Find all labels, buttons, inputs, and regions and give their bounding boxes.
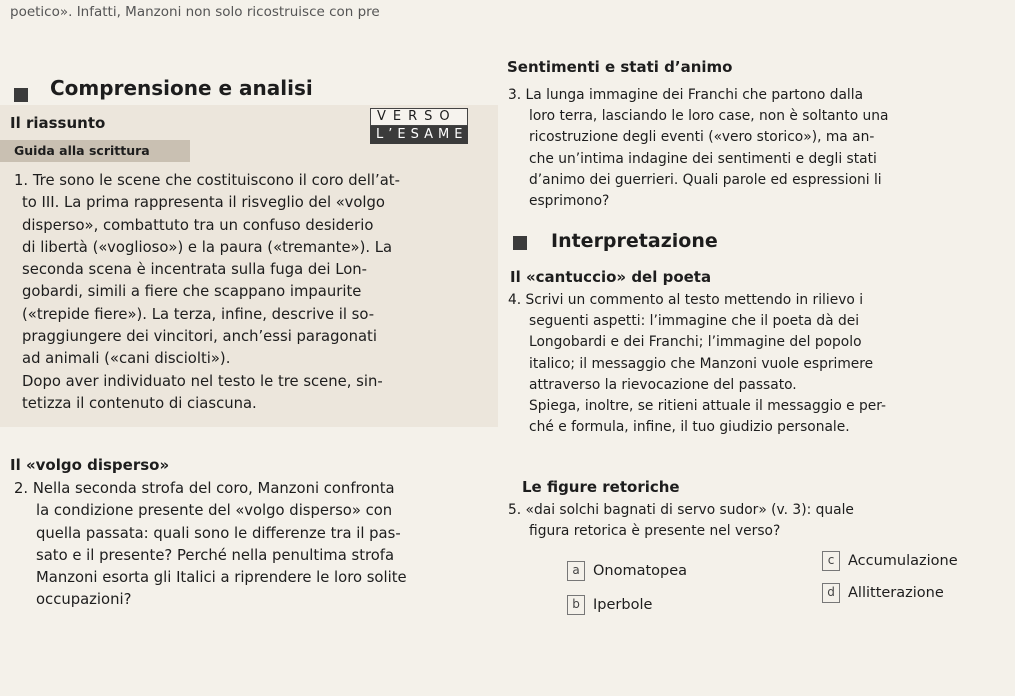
option-c-letter: c (822, 551, 840, 571)
option-a-letter: a (567, 561, 585, 581)
question-1-line: 1. Tre sono le scene che costituiscono il coro dell’at- (14, 172, 400, 189)
question-1-line: tetizza il contenuto di ciascuna. (22, 394, 257, 412)
question-3-line: esprimono? (529, 193, 610, 210)
option-a-label: Onomatopea (593, 563, 688, 579)
question-1-line: disperso», combattuto tra un confuso desiderio (22, 216, 374, 234)
question-4-line: Longobardi e dei Franchi; l’immagine del popolo (529, 334, 862, 351)
question-1-line: gobardi, simili a fiere che scappano impaurite (22, 283, 362, 301)
question-5-line: 5. «dai solchi bagnati di servo sudor» (v. 3): quale (508, 502, 854, 518)
question-1-line: to III. La prima rappresenta il risveglio del «volgo (22, 194, 385, 212)
option-a[interactable] (567, 561, 687, 581)
question-3-line: loro terra, lasciando le loro case, non è soltanto una (529, 108, 889, 125)
esame-tag: L’ESAME (370, 126, 468, 144)
question-2-line: sato e il presente? Perché nella penultima strofa (36, 546, 395, 564)
question-4-line: italico; il messaggio che Manzoni vuole esprimere (529, 355, 874, 372)
question-5-line: figura retorica è presente nel verso? (529, 523, 781, 540)
riassunto-heading: Il riassunto (10, 114, 106, 132)
question-2-line: Manzoni esorta gli Italici a riprendere le loro solite (36, 569, 407, 587)
question-1 (14, 170, 400, 415)
question-2-line: quella passata: quali sono le differenze tra il pas- (36, 524, 401, 542)
verso-tag: VERSO (370, 108, 468, 126)
top-text-line: poetico». Infatti, Manzoni non solo ricostruisce con pre (10, 4, 380, 20)
section-square-icon (513, 236, 527, 250)
option-b[interactable] (567, 595, 652, 615)
sentimenti-heading: Sentimenti e stati d’animo (507, 58, 733, 76)
question-2-line: la condizione presente del «volgo disperso» con (36, 502, 393, 520)
section-square-icon (14, 88, 28, 102)
option-c-label: Accumulazione (848, 553, 958, 569)
question-4 (508, 290, 886, 438)
option-b-letter: b (567, 595, 585, 615)
guida-scrittura-label: Guida alla scrittura (0, 140, 190, 162)
section-title-interpretazione: Interpretazione (551, 230, 718, 252)
verso-esame-tag (370, 108, 468, 144)
figure-retoriche-heading: Le figure retoriche (522, 478, 680, 496)
question-1-line: («trepide fiere»). La terza, infine, descrive il so- (22, 305, 375, 323)
question-3 (508, 85, 888, 212)
option-d-letter: d (822, 583, 840, 603)
question-4-line: seguenti aspetti: l’immagine che il poeta dà dei (529, 313, 860, 330)
question-3-line: che un’intima indagine dei sentimenti e degli stati (529, 150, 877, 167)
question-1-line: Dopo aver individuato nel testo le tre scene, sin- (22, 372, 383, 390)
question-4-line: 4. Scrivi un commento al testo mettendo in rilievo i (508, 292, 864, 308)
question-5 (508, 500, 854, 542)
question-1-line: di libertà («voglioso») e la paura («tremante»). La (22, 238, 393, 256)
question-4-line: attraverso la rievocazione del passato. (529, 376, 797, 393)
question-1-line: seconda scena è incentrata sulla fuga dei Lon- (22, 261, 367, 279)
question-3-line: 3. La lunga immagine dei Franchi che partono dalla (508, 87, 864, 103)
question-1-line: ad animali («cani disciolti»). (22, 350, 231, 368)
question-2-line: 2. Nella seconda strofa del coro, Manzoni confronta (14, 480, 395, 497)
question-2-line: occupazioni? (36, 591, 132, 609)
option-b-label: Iperbole (593, 597, 653, 613)
option-d[interactable] (822, 583, 944, 603)
option-d-label: Allitterazione (848, 585, 944, 601)
question-2 (14, 478, 407, 612)
question-4-line: ché e formula, infine, il tuo giudizio personale. (529, 419, 850, 436)
question-3-line: ricostruzione degli eventi («vero storico»), ma an- (529, 129, 875, 146)
option-c[interactable] (822, 551, 958, 571)
question-4-line: Spiega, inoltre, se ritieni attuale il messaggio e per- (529, 398, 887, 415)
cantuccio-heading: Il «cantuccio» del poeta (510, 268, 712, 286)
question-1-line: praggiungere dei vincitori, anch’essi paragonati (22, 328, 377, 346)
section-title-comprensione: Comprensione e analisi (50, 76, 313, 100)
question-3-line: d’animo dei guerrieri. Quali parole ed espressioni li (529, 171, 882, 188)
volgo-disperso-heading: Il «volgo disperso» (10, 456, 170, 474)
